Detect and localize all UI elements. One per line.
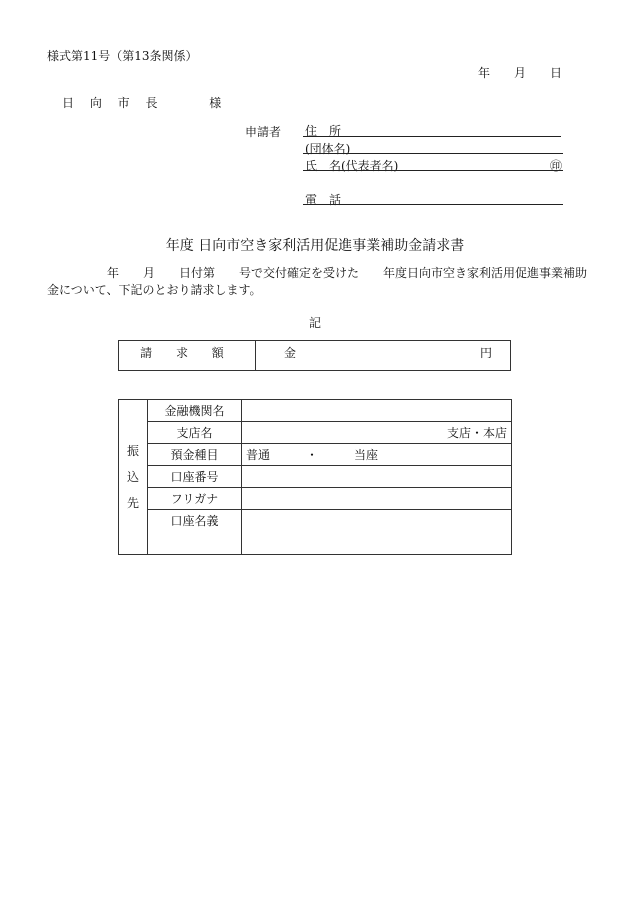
amount-kin: 金 [284,346,297,360]
representative-name-line[interactable] [303,170,563,171]
deposit-type-options: 普通 ・ 当座 [246,448,379,462]
transfer-char-2: 込 [126,470,139,484]
account-number-field[interactable] [242,466,512,488]
branch-type-text: 支店・本店 [446,426,507,440]
transfer-char-3: 先 [126,496,139,510]
furigana-field[interactable] [242,488,512,510]
group-name-label: (団体名) [305,142,351,156]
amount-table [118,340,511,371]
amount-field[interactable] [256,341,511,371]
addressee: 日 向 市 長 様 [62,96,228,110]
branch-name-label: 支店名 [148,422,242,444]
phone-line[interactable] [303,204,563,205]
account-holder-label: 口座名義 [148,510,242,555]
deposit-type-label: 預金種目 [148,444,242,466]
bank-name-label: 金融機関名 [148,400,242,422]
branch-name-field[interactable] [242,422,512,444]
amount-yen: 円 [479,346,492,360]
phone-label: 電 話 [305,193,342,207]
deposit-type-field[interactable] [242,444,512,466]
group-name-line[interactable] [303,153,563,154]
amount-label: 請 求 額 [119,341,256,371]
address-line[interactable] [303,136,561,137]
date-placeholder: 年 月 日 [478,66,563,80]
form-number: 様式第11号（第13条関係） [47,49,198,63]
account-number-label: 口座番号 [148,466,242,488]
seal-mark: ㊞ [550,159,563,173]
address-label: 住 所 [305,124,342,138]
transfer-char-1: 振 [126,444,139,458]
ki-heading: 記 [308,316,321,330]
bank-transfer-table [118,399,512,555]
applicant-label: 申請者 [245,125,282,139]
document-title: 年度 日向市空き家利活用促進事業補助金請求書 [165,238,465,254]
furigana-label: フリガナ [148,488,242,510]
request-statement: 年 月 日付第 号で交付確定を受けた 年度日向市空き家利活用促進事業補助金について、下記のとおり請求します。 [47,266,588,297]
transfer-destination-label [119,400,148,555]
representative-name-label: 氏 名(代表者名) [305,159,399,173]
account-holder-field[interactable] [242,510,512,555]
bank-name-field[interactable] [242,400,512,422]
